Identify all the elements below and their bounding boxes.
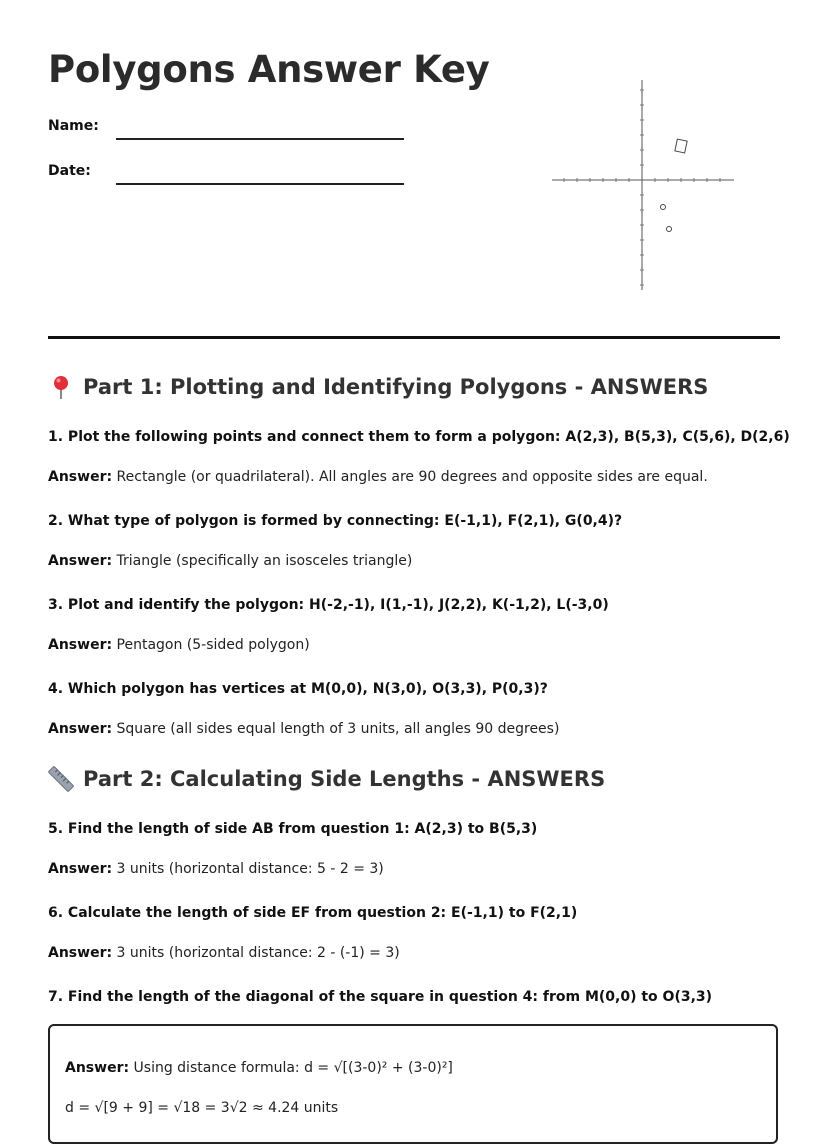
question-4: 4. Which polygon has vertices at M(0,0), N(3,0), O(3,3), P(0,3)? bbox=[48, 681, 548, 697]
answer-label: Answer: bbox=[48, 945, 113, 961]
answer-1 bbox=[48, 469, 708, 485]
answer-text: Triangle (specifically an isosceles triangle) bbox=[112, 553, 413, 569]
part1-heading-text: Part 1: Plotting and Identifying Polygons - ANSWERS bbox=[83, 375, 709, 399]
section-divider bbox=[48, 336, 780, 339]
name-label: Name: bbox=[48, 118, 99, 134]
coordinate-graph bbox=[548, 74, 738, 294]
date-field[interactable] bbox=[116, 183, 404, 185]
answer-2 bbox=[48, 553, 412, 569]
answer-text: 3 units (horizontal distance: 2 - (-1) = 3) bbox=[112, 945, 400, 961]
plotted-point bbox=[667, 227, 672, 232]
answer-label: Answer: bbox=[48, 861, 113, 877]
question-3: 3. Plot and identify the polygon: H(-2,-1), I(1,-1), J(2,2), K(-1,2), L(-3,0) bbox=[48, 597, 609, 613]
question-5: 5. Find the length of side AB from question 1: A(2,3) to B(5,3) bbox=[48, 821, 538, 837]
part1-heading bbox=[48, 374, 708, 400]
answer-7-calculation: d = √[9 + 9] = √18 = 3√2 ≈ 4.24 units bbox=[65, 1100, 339, 1116]
name-field[interactable] bbox=[116, 138, 404, 140]
part2-heading bbox=[48, 766, 605, 792]
answer-text: Square (all sides equal length of 3 units, all angles 90 degrees) bbox=[112, 721, 560, 737]
answer-7 bbox=[65, 1060, 453, 1076]
question-1: 1. Plot the following points and connect them to form a polygon: A(2,3), B(5,3), C(5,6), D(2,6) bbox=[48, 429, 790, 445]
answer-label: Answer: bbox=[65, 1060, 130, 1076]
answer-label: Answer: bbox=[48, 721, 113, 737]
date-label: Date: bbox=[48, 163, 91, 179]
answer-5 bbox=[48, 861, 384, 877]
answer-label: Answer: bbox=[48, 637, 113, 653]
plotted-point bbox=[661, 205, 666, 210]
pushpin-icon bbox=[48, 374, 74, 400]
part2-heading-text: Part 2: Calculating Side Lengths - ANSWERS bbox=[83, 767, 606, 791]
answer-6 bbox=[48, 945, 400, 961]
answer-box bbox=[48, 1024, 778, 1144]
answer-text: Using distance formula: d = √[(3-0)² + (3-0)²] bbox=[129, 1060, 453, 1076]
answer-label: Answer: bbox=[48, 469, 113, 485]
question-6: 6. Calculate the length of side EF from question 2: E(-1,1) to F(2,1) bbox=[48, 905, 578, 921]
answer-3 bbox=[48, 637, 310, 653]
question-2: 2. What type of polygon is formed by connecting: E(-1,1), F(2,1), G(0,4)? bbox=[48, 513, 623, 529]
answer-text: 3 units (horizontal distance: 5 - 2 = 3) bbox=[112, 861, 384, 877]
question-7: 7. Find the length of the diagonal of the square in question 4: from M(0,0) to O(3,3) bbox=[48, 989, 713, 1005]
plotted-square bbox=[675, 139, 687, 153]
answer-4 bbox=[48, 721, 559, 737]
answer-label: Answer: bbox=[48, 553, 113, 569]
ruler-icon bbox=[48, 766, 74, 792]
page-title: Polygons Answer Key bbox=[48, 48, 490, 91]
answer-text: Pentagon (5-sided polygon) bbox=[112, 637, 310, 653]
answer-text: Rectangle (or quadrilateral). All angles are 90 degrees and opposite sides are equal. bbox=[112, 469, 708, 485]
